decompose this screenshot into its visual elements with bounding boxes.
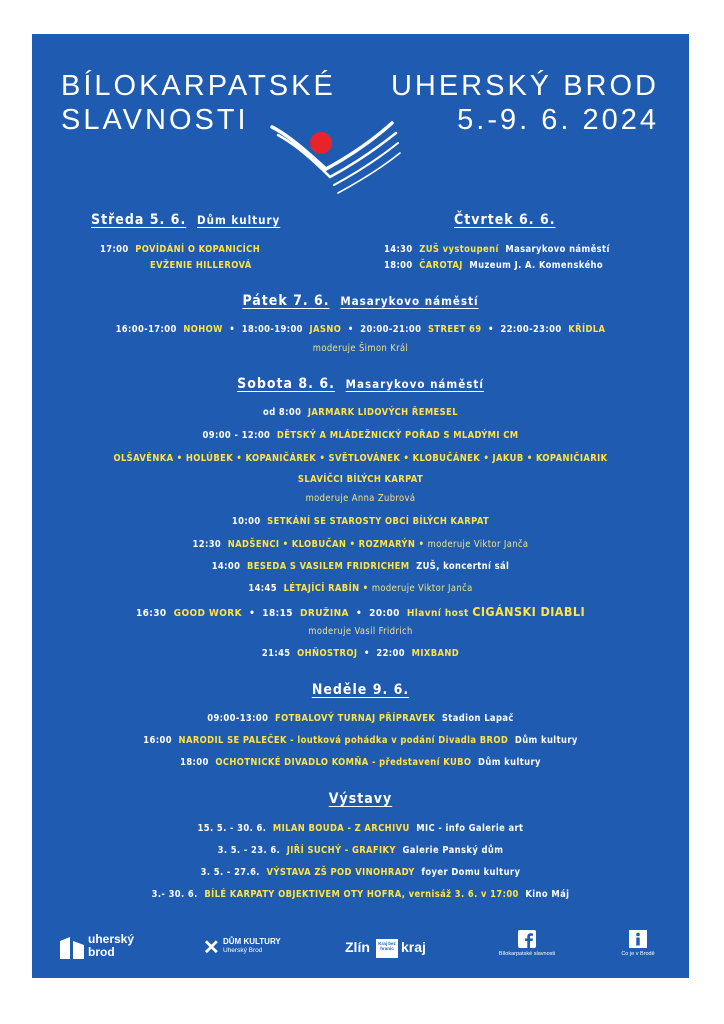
ctvrtek-r1-place: Masarykovo náměstí (505, 244, 610, 255)
nedele-r2-name: NARODIL SE PALEČEK - loutková pohádka v podání Divadla BROD (178, 735, 509, 746)
sobota-mix-time: 22:00 (376, 648, 405, 659)
nedele-row-2 (32, 735, 689, 746)
sobota-rabin-moderator: moderuje Viktor Janča (371, 583, 473, 594)
zlinsky-kraj-box: Kraj bez hranic (376, 939, 398, 958)
sobota-beseda-name: BESEDA S VASILEM FRIDRICHEM (246, 561, 410, 572)
sobota-setkani-time: 10:00 (231, 516, 261, 527)
partner-logos (32, 930, 689, 970)
sobota-rabin-time: 14:45 (248, 583, 277, 594)
patek-moderator: moderuje Šimon Král (312, 343, 409, 354)
info-label: Co je v Brodě (621, 951, 655, 957)
sobota-mod2 (32, 626, 689, 637)
info-icon (629, 930, 647, 948)
sobota-mod1 (32, 493, 689, 504)
patek-t2: 18:00-19:00 (241, 324, 303, 335)
vystava-3-name: VÝSTAVA ZŠ POD VINOHRADY (266, 867, 415, 878)
vystava-1 (32, 823, 689, 834)
uhersky-brod-logo[interactable] (60, 932, 160, 966)
vystava-3 (32, 867, 689, 878)
nedele-r1-time: 09:00-13:00 (207, 713, 269, 724)
sobota-host-label: Hlavní host (406, 608, 469, 619)
festival-place-date (391, 69, 659, 137)
patek-place: Masarykovo náměstí (340, 294, 479, 308)
zlinsky-kraj-logo[interactable] (345, 937, 455, 961)
vystava-1-place: MIC - info Galerie art (416, 823, 524, 834)
patek-program: 16:00-17:00 NOHOW • 18:00-19:00 JASNO • 20:00-21:00 STREET 69 • 22:00-23:00 KŘÍDLA (115, 324, 606, 335)
sobota-porad-name: DĚTSKÝ A MLÁDEŽNICKÝ POŘAD S MLADÝMI CM (276, 430, 519, 441)
vystava-4-place: Kino Máj (525, 889, 570, 900)
sobota-beseda-time: 14:00 (211, 561, 241, 572)
patek-n1: NOHOW (183, 324, 223, 335)
streda-line1: POVÍDÁNÍ O KOPANICÍCH (135, 244, 261, 255)
sobota-beseda-place: ZUŠ, koncertní sál (416, 561, 510, 572)
vystava-4 (32, 889, 689, 900)
sobota-1230-moderator: moderuje Viktor Janča (427, 539, 529, 550)
sobota-rabin-name: LÉTAJÍCÍ RABÍN • (283, 583, 369, 594)
zlinsky-kraj-part1: Zlín (345, 939, 370, 955)
sobota-gw-name: GOOD WORK (173, 608, 243, 619)
vystava-2-place: Galerie Panský dům (402, 845, 504, 856)
ctvrtek-r2-place: Muzeum J. A. Komenského (469, 260, 604, 271)
sobota-slavicci-text: SLAVÍČCI BÍLÝCH KARPAT (297, 474, 424, 485)
nedele-heading (32, 682, 689, 698)
vystavy-heading (32, 791, 689, 807)
sobota-porad (32, 430, 689, 441)
sobota-gw-time: 16:30 (135, 608, 167, 619)
sobota-jarmark-name: JARMARK LIDOVÝCH ŘEMESEL (307, 407, 458, 418)
nedele-r1-name: FOTBALOVÝ TURNAJ PŘÍPRAVEK (274, 713, 436, 724)
info-link[interactable] (608, 930, 668, 970)
sobota-host-name: CIGÁNSKI DIABLI (472, 604, 586, 619)
patek-heading (32, 293, 689, 309)
sobota-mix-name: MIXBAND (411, 648, 460, 659)
nedele-r3-name: OCHOTNICKÉ DIVADLO KOMŇA - představení KUBO (215, 757, 472, 768)
ctvrtek-row-1 (384, 244, 610, 255)
poster (32, 34, 689, 978)
patek-n3: STREET 69 (428, 324, 482, 335)
festival-title-line1: BÍLOKARPATSKÉ (61, 70, 336, 102)
nedele-r2-time: 16:00 (143, 735, 172, 746)
streda-heading (91, 212, 311, 228)
vystava-1-name: MILAN BOUDA - Z ARCHIVU (272, 823, 410, 834)
sobota-evening: 16:30 GOOD WORK • 18:15 DRUŽINA • 20:00 Hlavní host CIGÁNSKI DIABLI (135, 604, 586, 619)
sobota-1230-names: NADŠENCI • KLOBUČAN • ROZMARÝN • (227, 539, 425, 550)
nedele-r1-place: Stadion Lapač (441, 713, 514, 724)
sobota-groups (32, 453, 689, 464)
streda-place: Dům kultury (197, 213, 281, 227)
streda-line2: EVŽENIE HILLEROVÁ (150, 260, 252, 271)
nedele-row-3 (32, 757, 689, 768)
sobota-dr-time: 18:15 (262, 608, 293, 619)
vystava-2-date: 3. 5. - 23. 6. (217, 845, 281, 856)
patek-moderator-row (32, 343, 689, 354)
sobota-groups-text: OLŠAVĚNKA • HOLÚBEK • KOPANIČÁREK • SVĚTLOVÁNEK • KLOBUČÁNEK • JAKUB • KOPANIČIARIK (113, 453, 608, 464)
ctvrtek-r1-time: 14:30 (384, 244, 413, 255)
sobota-place: Masarykovo náměstí (345, 377, 484, 391)
sobota-ohn-time: 21:45 (261, 648, 291, 659)
sobota-night: 21:45 OHŇOSTROJ • 22:00 MIXBAND (261, 648, 460, 659)
patek-n2: JASNO (309, 324, 342, 335)
uhersky-brod-logo-icon (60, 937, 84, 959)
patek-t3: 20:00-21:00 (360, 324, 422, 335)
vystava-2-name: JIŘÍ SUCHÝ - GRAFIKY (286, 845, 396, 856)
sobota-dr-name: DRUŽINA (300, 608, 349, 619)
ctvrtek-r1-name: ZUŠ vystoupení (419, 244, 499, 255)
nedele-r2-place: Dům kultury (514, 735, 578, 746)
sobota-1230 (32, 539, 689, 550)
ctvrtek-title: Čtvrtek 6. 6. (454, 212, 556, 228)
sobota-rabin (32, 583, 689, 594)
facebook-label: Bílokarpatské slavnosti (498, 951, 556, 957)
dum-kultury-line1: DŮM KULTURY (223, 937, 281, 946)
vystava-3-date: 3. 5. - 27.6. (200, 867, 260, 878)
festival-title-line2: SLAVNOSTI (61, 104, 249, 136)
sobota-jarmark (32, 407, 689, 418)
ctvrtek-heading (454, 212, 556, 228)
ctvrtek-row-2 (384, 260, 603, 271)
ctvrtek-r2-name: ČAROTAJ (419, 260, 463, 271)
nedele-row-1 (32, 713, 689, 724)
sobota-setkani (32, 516, 689, 527)
dum-kultury-line2: Uherský Brod (223, 947, 263, 954)
streda-event (100, 244, 260, 255)
patek-title: Pátek 7. 6. (242, 293, 330, 309)
facebook-icon (518, 930, 536, 948)
vystava-4-date: 3.- 30. 6. (151, 889, 198, 900)
sobota-porad-time: 09:00 - 12:00 (202, 430, 271, 441)
sobota-jarmark-time: od 8:00 (263, 407, 302, 418)
sobota-1230-time: 12:30 (192, 539, 222, 550)
sobota-setkani-name: SETKÁNÍ SE STAROSTY OBCÍ BÍLÝCH KARPAT (267, 516, 490, 527)
sobota-heading (32, 376, 689, 392)
festival-city: UHERSKÝ BROD (390, 70, 659, 102)
streda-time: 17:00 (100, 244, 129, 255)
sobota-host-time: 20:00 (369, 608, 400, 619)
festival-logo-icon (268, 119, 428, 199)
ctvrtek-r2-time: 18:00 (384, 260, 413, 271)
streda-title: Středa 5. 6. (91, 212, 187, 228)
sobota-beseda (32, 561, 689, 572)
x-mark-icon: ✕ (203, 937, 220, 959)
nedele-r3-time: 18:00 (180, 757, 209, 768)
uhersky-brod-line2: brod (88, 945, 115, 959)
vystava-2 (32, 845, 689, 856)
vystavy-title: Výstavy (328, 791, 393, 807)
vystava-3-place: foyer Domu kultury (421, 867, 521, 878)
patek-t4: 22:00-23:00 (500, 324, 562, 335)
nedele-title: Neděle 9. 6. (311, 682, 410, 698)
sobota-mod1-text: moderuje Anna Zubrová (305, 493, 416, 504)
sobota-mod2-text: moderuje Vasil Fridrich (308, 626, 413, 637)
festival-dates: 5.-9. 6. 2024 (457, 104, 659, 136)
uhersky-brod-line1: uherský (88, 932, 135, 946)
dum-kultury-logo[interactable] (203, 936, 303, 962)
vystava-4-name: BÍLÉ KARPATY OBJEKTIVEM OTY HOFRA, vernisáž 3. 6. v 17:00 (204, 889, 519, 900)
sobota-ohn-name: OHŇOSTROJ (297, 648, 358, 659)
patek-t1: 16:00-17:00 (115, 324, 177, 335)
patek-n4: KŘÍDLA (568, 324, 606, 335)
sobota-slavicci (32, 474, 689, 485)
nedele-r3-place: Dům kultury (478, 757, 541, 768)
zlinsky-kraj-part2: kraj (401, 939, 426, 955)
sobota-title: Sobota 8. 6. (237, 376, 335, 392)
facebook-link[interactable] (482, 930, 572, 970)
vystava-1-date: 15. 5. - 30. 6. (197, 823, 267, 834)
